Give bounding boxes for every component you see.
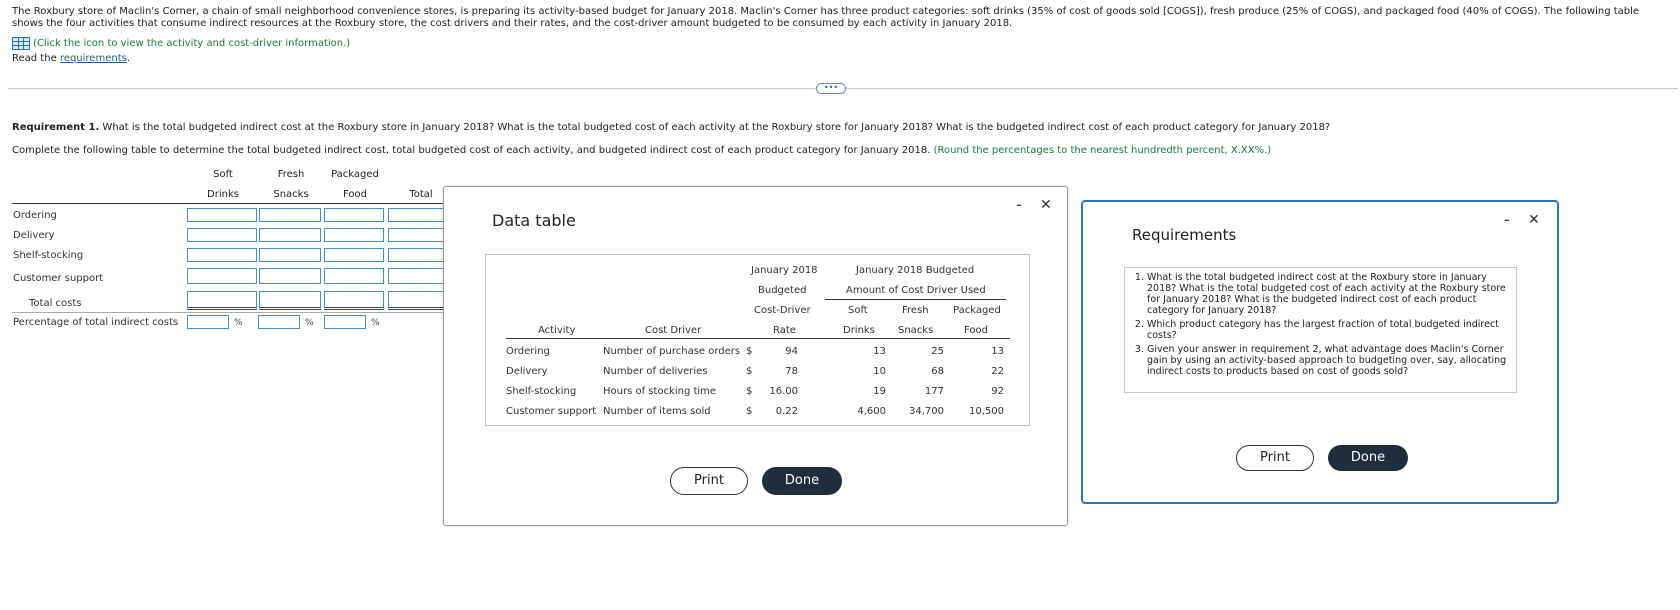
data-pack-support: 10,500 [969, 406, 1004, 417]
data-activity-delivery: Delivery [506, 366, 548, 377]
data-rate-delivery: 78 [785, 366, 798, 377]
requirements-link[interactable]: requirements [59, 53, 127, 64]
data-driver-delivery: Number of deliveries [603, 366, 708, 377]
data-rate-shelf: 16.00 [769, 386, 798, 397]
support-soft-input[interactable] [187, 268, 257, 284]
head-fresh-2: Snacks [898, 325, 934, 336]
data-driver-ordering: Number of purchase orders [603, 346, 741, 357]
requirement-1-label: Requirement 1. [12, 122, 100, 133]
amount-rule [825, 299, 1006, 300]
header-total: Total [409, 189, 433, 200]
data-activity-support: Customer support [506, 406, 597, 417]
data-soft-ordering: 13 [873, 346, 886, 357]
head-rate-3: Cost-Driver [754, 305, 811, 316]
requirement-item: 1. What is the total budgeted indirect cost at the Roxbury store in January 2018? What is the total budgeted cost of each activity at the Roxbury store for January 2018? What is the budgeted indirect cost of each product category for January 2018? [1147, 272, 1510, 316]
requirements-box [1124, 267, 1517, 393]
data-soft-delivery: 10 [873, 366, 886, 377]
header-soft: Soft [213, 169, 233, 180]
total-fresh-input[interactable] [259, 291, 321, 310]
minimize-button[interactable]: - [1016, 195, 1022, 214]
table-icon[interactable] [12, 37, 30, 50]
pct-fresh-input[interactable] [258, 315, 300, 329]
header-fresh: Fresh [277, 169, 305, 180]
instructions [12, 145, 1271, 156]
data-fresh-support: 34,700 [909, 406, 944, 417]
ordering-soft-input[interactable] [187, 208, 257, 222]
pct-fresh-symbol: % [305, 318, 314, 328]
data-table [485, 254, 1030, 426]
data-rate-ordering: 94 [785, 346, 798, 357]
table-header-rule [12, 203, 444, 204]
close-icon[interactable]: ✕ [1528, 212, 1540, 228]
data-soft-support: 4,600 [857, 406, 886, 417]
header-packaged: Packaged [331, 169, 379, 180]
support-fresh-input[interactable] [259, 268, 321, 284]
table-total-rule [12, 312, 444, 313]
data-pack-shelf: 92 [991, 386, 1004, 397]
head-soft-1: Soft [848, 305, 868, 316]
ordering-fresh-input[interactable] [259, 208, 321, 222]
ordering-packaged-input[interactable] [324, 208, 384, 222]
shelf-soft-input[interactable] [187, 248, 257, 262]
data-pack-delivery: 22 [991, 366, 1004, 377]
expand-more-button[interactable]: ••• [816, 83, 846, 94]
header-rule [506, 338, 1010, 339]
minimize-button[interactable]: - [1504, 210, 1510, 229]
data-activity-shelf: Shelf-stocking [506, 386, 577, 397]
requirements-list [1125, 268, 1516, 384]
shelf-packaged-input[interactable] [324, 248, 384, 262]
delivery-soft-input[interactable] [187, 228, 257, 242]
delivery-fresh-input[interactable] [259, 228, 321, 242]
requirements-dialog [1081, 200, 1559, 504]
row-label-customer-support: Customer support [13, 273, 104, 284]
data-driver-shelf: Hours of stocking time [603, 386, 717, 397]
data-table-link[interactable] [12, 37, 350, 50]
data-table-link-text[interactable]: (Click the icon to view the activity and cost-driver information.) [33, 38, 351, 49]
header-food: Food [343, 189, 367, 200]
total-packaged-input[interactable] [324, 291, 384, 310]
head-amount-2: Amount of Cost Driver Used [846, 285, 986, 296]
pct-soft-symbol: % [234, 318, 243, 328]
support-total-input[interactable] [388, 268, 444, 284]
dollar-sign: $ [746, 406, 753, 417]
shelf-total-input[interactable] [388, 248, 444, 262]
instructions-text: Complete the following table to determine the total budgeted indirect cost, total budgeted cost of each activity, and budgeted indirect cost of each product category for January 2018. [12, 145, 934, 156]
head-amount-1: January 2018 Budgeted [856, 265, 975, 276]
data-soft-shelf: 19 [873, 386, 886, 397]
delivery-packaged-input[interactable] [324, 228, 384, 242]
row-label-ordering: Ordering [13, 210, 57, 221]
dialog-title: Requirements [1132, 226, 1237, 244]
requirement-item: 2. Which product category has the largest fraction of total budgeted indirect costs? [1147, 319, 1510, 341]
problem-intro: The Roxbury store of Maclin's Corner, a chain of small neighborhood convenience stores, is preparing its activity-based budget for January 2018. Maclin's Corner has three product categories: soft drinks (35% of cost of goods sold [COGS]), fresh produce (25% of COGS), and packaged food (40% of COGS). The following table shows the four activities that consume indirect resources at the Roxbury store, the cost drivers and their rates, and the cost-driver amount budgeted to be consumed by each activity in January 2018. [12, 6, 1640, 29]
data-fresh-ordering: 25 [931, 346, 944, 357]
head-rate-4: Rate [773, 325, 796, 336]
row-label-percentage: Percentage of total indirect costs [13, 317, 179, 328]
data-rate-support: 0.22 [775, 406, 798, 417]
dollar-sign: $ [746, 366, 753, 377]
read-suffix: . [126, 53, 131, 64]
delivery-total-input[interactable] [388, 228, 444, 242]
read-requirements [12, 53, 130, 64]
head-fresh-1: Fresh [902, 305, 929, 316]
print-button[interactable]: Print [670, 467, 748, 495]
data-table-dialog [443, 186, 1068, 526]
total-total-input[interactable] [388, 291, 444, 310]
row-label-shelf-stocking: Shelf-stocking [13, 250, 84, 261]
close-icon[interactable]: ✕ [1040, 197, 1052, 213]
requirement-item: 3. Given your answer in requirement 2, what advantage does Maclin's Corner gain by using an activity-based approach to budgeting over, say, allocating indirect costs to products based on cost of goods sold? [1147, 344, 1510, 377]
done-button[interactable]: Done [1328, 445, 1408, 471]
header-drinks: Drinks [207, 189, 239, 200]
data-pack-ordering: 13 [991, 346, 1004, 357]
dollar-sign: $ [746, 346, 753, 357]
row-label-delivery: Delivery [13, 230, 55, 241]
dialog-title: Data table [492, 211, 576, 230]
shelf-fresh-input[interactable] [259, 248, 321, 262]
data-driver-support: Number of items sold [603, 406, 711, 417]
pct-soft-input[interactable] [187, 315, 229, 329]
head-rate-1: January 2018 [751, 265, 818, 276]
pct-packaged-symbol: % [371, 318, 380, 328]
print-button[interactable]: Print [1236, 445, 1314, 471]
read-prefix: Read the [12, 53, 60, 64]
rounding-hint: (Round the percentages to the nearest hundredth percent, X.XX%.) [933, 145, 1272, 156]
header-snacks: Snacks [273, 189, 309, 200]
data-fresh-delivery: 68 [931, 366, 944, 377]
data-activity-ordering: Ordering [506, 346, 550, 357]
head-pack-2: Food [964, 325, 988, 336]
ordering-total-input[interactable] [388, 208, 444, 222]
head-pack-1: Packaged [953, 305, 1001, 316]
head-soft-2: Drinks [843, 325, 875, 336]
total-soft-input[interactable] [187, 291, 257, 310]
requirement-1-question [12, 122, 1330, 133]
data-fresh-shelf: 177 [924, 386, 944, 397]
requirement-1-text: What is the total budgeted indirect cost at the Roxbury store in January 2018? What is the total budgeted cost of each activity at the Roxbury store for January 2018? What is the budgeted indirect cost of each product category for January 2018? [99, 122, 1331, 133]
dollar-sign: $ [746, 386, 753, 397]
head-rate-2: Budgeted [758, 285, 807, 296]
head-activity: Activity [538, 325, 576, 336]
done-button[interactable]: Done [762, 467, 842, 495]
support-packaged-input[interactable] [324, 268, 384, 284]
row-label-total-costs: Total costs [29, 298, 82, 309]
pct-packaged-input[interactable] [324, 315, 366, 329]
head-cost-driver: Cost Driver [645, 325, 702, 336]
